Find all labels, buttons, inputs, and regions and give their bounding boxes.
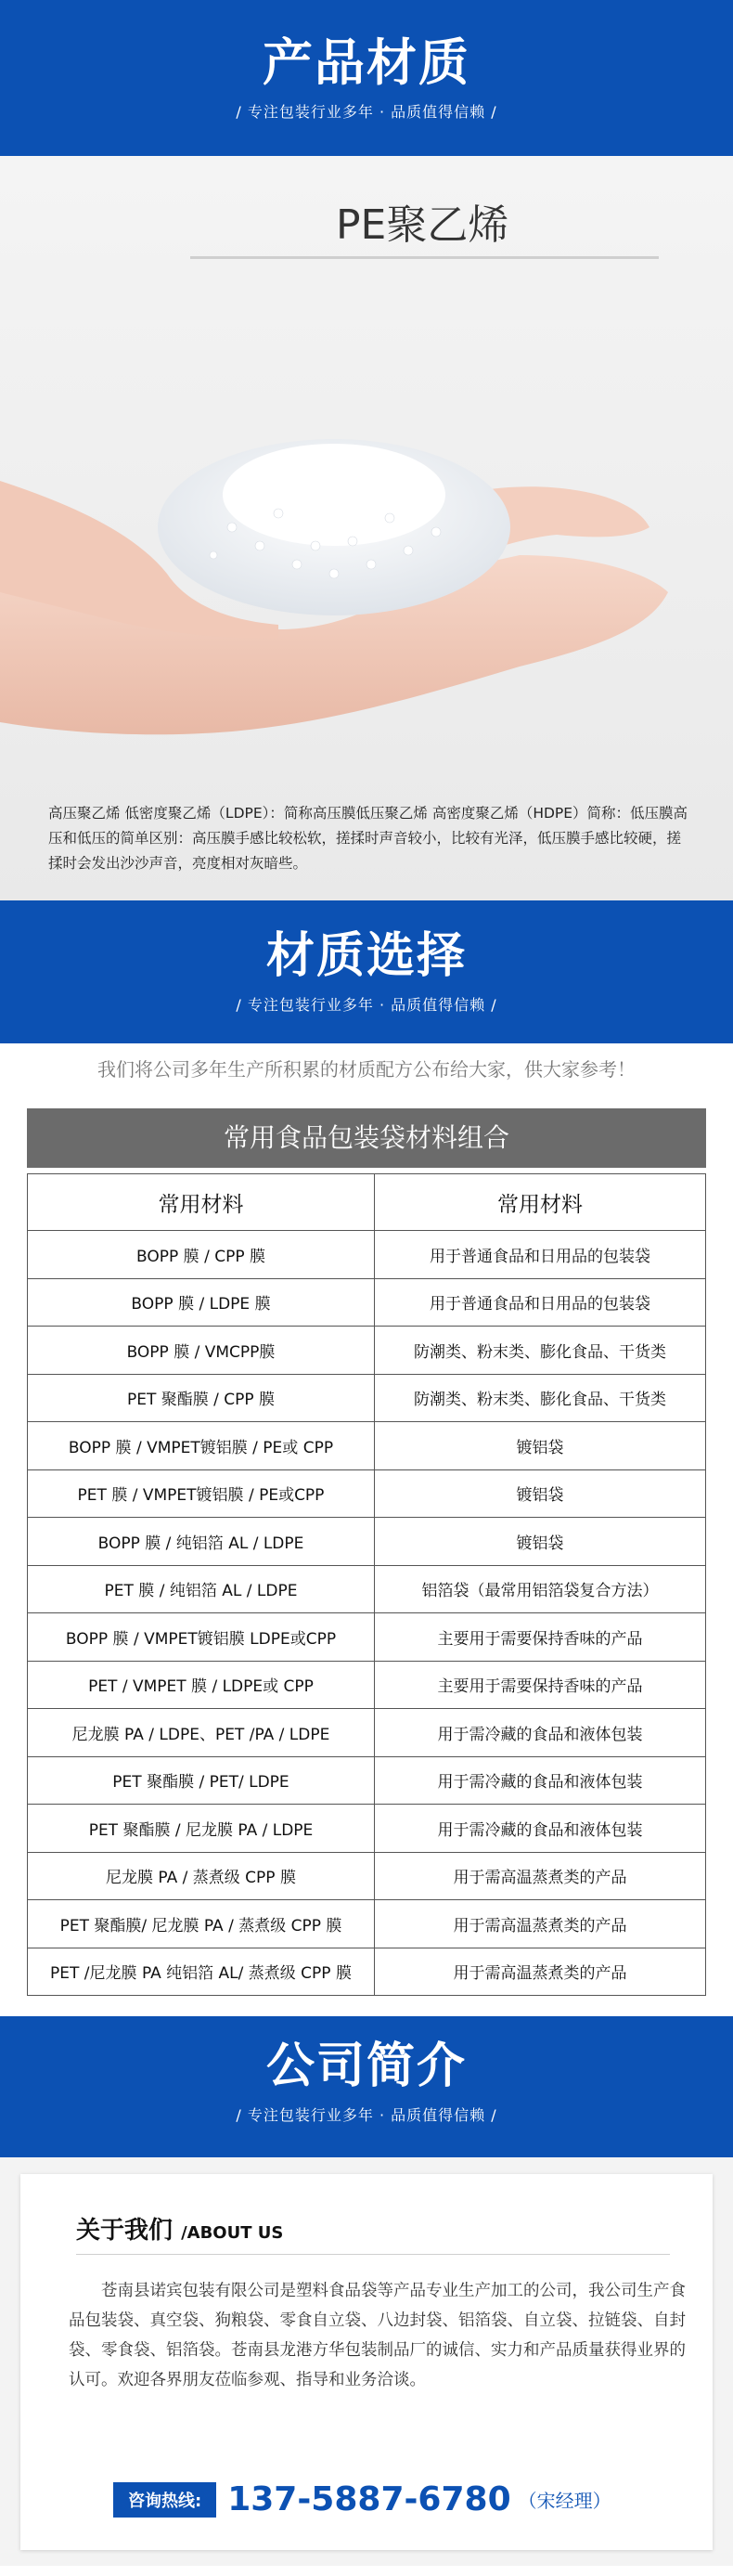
usage-cell: 用于需冷藏的食品和液体包装 (375, 1756, 706, 1805)
table-row (28, 1805, 706, 1853)
hotline (113, 2480, 611, 2518)
material-cell: 尼龙膜 PA / LDPE、PET /PA / LDPE (28, 1709, 375, 1757)
usage-cell: 用于需高温蒸煮类的产品 (375, 1852, 706, 1900)
section-title: 公司简介 (265, 2039, 467, 2094)
usage-cell: 用于需高温蒸煮类的产品 (375, 1948, 706, 1996)
usage-cell: 用于需冷藏的食品和液体包装 (375, 1805, 706, 1853)
material-cell: BOPP 膜 / VMPET镀铝膜 LDPE或CPP (28, 1613, 375, 1662)
materials-table (27, 1173, 706, 1996)
company-profile-banner (0, 2016, 733, 2157)
product-material-banner (0, 0, 733, 156)
about-divider (76, 2254, 670, 2255)
title-divider (190, 256, 659, 259)
column-header: 常用材料 (28, 1174, 375, 1231)
intro-text: 我们将公司多年生产所积累的材质配方公布给大家，供大家参考！ (97, 1058, 636, 1081)
material-cell: PET 聚酯膜/ 尼龙膜 PA / 蒸煮级 CPP 膜 (28, 1900, 375, 1948)
material-cell: BOPP 膜 / 纯铝箔 AL / LDPE (28, 1518, 375, 1566)
table-row (28, 1422, 706, 1470)
table-row (28, 1374, 706, 1422)
hotline-label: 咨询热线: (113, 2482, 216, 2518)
table-row (28, 1327, 706, 1375)
section-title: 材质选择 (265, 928, 467, 984)
usage-cell: 防潮类、粉末类、膨化食品、干货类 (375, 1327, 706, 1375)
usage-cell: 主要用于需要保持香味的产品 (375, 1661, 706, 1709)
material-cell: PET 聚酯膜 / PET/ LDPE (28, 1756, 375, 1805)
material-cell: PET 聚酯膜 / CPP 膜 (28, 1374, 375, 1422)
material-cell: PET /尼龙膜 PA 纯铝箔 AL/ 蒸煮级 CPP 膜 (28, 1948, 375, 1996)
product-showcase (0, 156, 733, 900)
column-header: 常用材料 (375, 1174, 706, 1231)
material-cell: 尼龙膜 PA / 蒸煮级 CPP 膜 (28, 1852, 375, 1900)
hotline-phone[interactable]: 137-5887-6780 (227, 2480, 511, 2518)
section-subtitle: / 专注包装行业多年 · 品质值得信赖 / (236, 103, 497, 121)
table-header-row (28, 1174, 706, 1231)
usage-cell: 用于普通食品和日用品的包装袋 (375, 1278, 706, 1327)
product-name: PE聚乙烯 (336, 201, 509, 249)
hands-holding-pellets-image (0, 295, 733, 778)
usage-cell: 铝箔袋（最常用铝箔袋复合方法） (375, 1565, 706, 1613)
table-row (28, 1661, 706, 1709)
usage-cell: 用于普通食品和日用品的包装袋 (375, 1231, 706, 1279)
usage-cell: 镀铝袋 (375, 1422, 706, 1470)
material-cell: PET / VMPET 膜 / LDPE或 CPP (28, 1661, 375, 1709)
material-cell: BOPP 膜 / VMPET镀铝膜 / PE或 CPP (28, 1422, 375, 1470)
table-row (28, 1565, 706, 1613)
material-cell: BOPP 膜 / VMCPP膜 (28, 1327, 375, 1375)
table-row (28, 1278, 706, 1327)
material-selection-banner (0, 900, 733, 1043)
table-row (28, 1756, 706, 1805)
usage-cell: 镀铝袋 (375, 1518, 706, 1566)
usage-cell: 镀铝袋 (375, 1469, 706, 1518)
table-row (28, 1852, 706, 1900)
table-row (28, 1948, 706, 1996)
table-row (28, 1709, 706, 1757)
about-heading-cn: 关于我们 (76, 2217, 174, 2245)
material-cell: PET 膜 / VMPET镀铝膜 / PE或CPP (28, 1469, 375, 1518)
material-cell: BOPP 膜 / LDPE 膜 (28, 1278, 375, 1327)
table-row (28, 1518, 706, 1566)
table-row (28, 1900, 706, 1948)
section-subtitle: / 专注包装行业多年 · 品质值得信赖 / (236, 996, 497, 1014)
table-row (28, 1613, 706, 1662)
hotline-contact: （宋经理） (518, 2490, 611, 2512)
material-cell: PET 聚酯膜 / 尼龙膜 PA / LDPE (28, 1805, 375, 1853)
material-cell: BOPP 膜 / CPP 膜 (28, 1231, 375, 1279)
table-row (28, 1231, 706, 1279)
section-subtitle: / 专注包装行业多年 · 品质值得信赖 / (236, 2106, 497, 2124)
usage-cell: 用于需冷藏的食品和液体包装 (375, 1709, 706, 1757)
usage-cell: 防潮类、粉末类、膨化食品、干货类 (375, 1374, 706, 1422)
about-card (20, 2174, 713, 2550)
section-title: 产品材质 (263, 33, 470, 92)
material-cell: PET 膜 / 纯铝箔 AL / LDPE (28, 1565, 375, 1613)
usage-cell: 主要用于需要保持香味的产品 (375, 1613, 706, 1662)
about-body: 苍南县诺宾包装有限公司是塑料食品袋等产品专业生产加工的公司，我公司生产食品包装袋、真空袋、狗粮袋、零食自立袋、八边封袋、铝箔袋、自立袋、拉链袋、自封袋、零食袋、铝箔袋。苍南县龙港方华包装制品厂的诚信、实力和产品质量获得业界的认可。欢迎各界朋友莅临参观、指导和业务洽谈。 (69, 2282, 686, 2389)
about-heading (76, 2211, 283, 2246)
product-description: 高压聚乙烯 低密度聚乙烯（LDPE）：简称高压膜低压聚乙烯 高密度聚乙烯（HDPE）简称：低压膜高压和低压的简单区别：高压膜手感比较松软，搓揉时声音较小，比较有光泽，低压膜手感比较硬，搓揉时会发出沙沙声音，亮度相对灰暗些。 (48, 805, 688, 872)
usage-cell: 用于需高温蒸煮类的产品 (375, 1900, 706, 1948)
about-section (0, 2157, 733, 2566)
table-row (28, 1469, 706, 1518)
about-heading-en: /ABOUT US (181, 2223, 284, 2243)
table-title: 常用食品包装袋材料组合 (27, 1108, 706, 1168)
